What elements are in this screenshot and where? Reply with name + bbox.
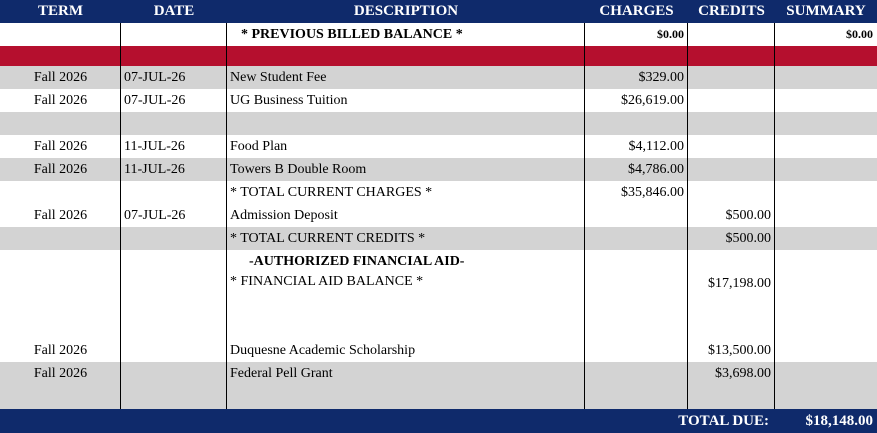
financial-aid-balance-label: * FINANCIAL AID BALANCE * xyxy=(230,274,424,289)
row-description: Duquesne Academic Scholarship xyxy=(230,343,416,358)
row-credit: $13,500.00 xyxy=(708,343,771,358)
previous-balance-row xyxy=(0,23,877,46)
row-date: 07-JUL-26 xyxy=(124,208,186,223)
row-description: Admission Deposit xyxy=(230,208,338,223)
row-description: Food Plan xyxy=(230,139,288,154)
header-charges: CHARGES xyxy=(599,3,674,19)
total-due-label: TOTAL DUE: xyxy=(678,413,769,429)
spacer-row xyxy=(0,112,877,135)
row-charge: $329.00 xyxy=(638,70,684,85)
header-summary: SUMMARY xyxy=(786,3,866,19)
table-row xyxy=(0,135,877,158)
total-due-bar xyxy=(0,409,877,433)
row-date: 11-JUL-26 xyxy=(124,139,185,154)
row-charge: $4,786.00 xyxy=(628,162,684,177)
table-row xyxy=(0,362,877,409)
column-divider xyxy=(584,23,585,409)
row-date: 07-JUL-26 xyxy=(124,70,186,85)
row-term: Fall 2026 xyxy=(33,93,88,108)
financial-aid-heading: -AUTHORIZED FINANCIAL AID- xyxy=(249,254,465,269)
row-term: Fall 2026 xyxy=(33,162,88,177)
total-credits-row xyxy=(0,227,877,250)
column-divider xyxy=(120,23,121,409)
financial-aid-balance-amount: $17,198.00 xyxy=(708,276,771,291)
column-divider xyxy=(774,23,775,409)
column-divider xyxy=(687,23,688,409)
row-term: Fall 2026 xyxy=(33,343,88,358)
previous-balance-charges: $0.00 xyxy=(657,27,684,41)
row-term: Fall 2026 xyxy=(33,70,88,85)
total-charges-row xyxy=(0,181,877,204)
row-description: New Student Fee xyxy=(230,70,327,85)
header-credits: CREDITS xyxy=(698,3,765,19)
financial-aid-block xyxy=(0,250,877,342)
table-row xyxy=(0,158,877,181)
row-date: 07-JUL-26 xyxy=(124,93,186,108)
column-divider xyxy=(226,23,227,409)
previous-balance-label: * PREVIOUS BILLED BALANCE * xyxy=(241,27,463,42)
total-charges-amount: $35,846.00 xyxy=(621,185,684,200)
row-term: Fall 2026 xyxy=(33,208,88,223)
row-charge: $4,112.00 xyxy=(628,139,684,154)
table-row xyxy=(0,339,877,362)
section-divider xyxy=(0,46,877,66)
total-credits-label: * TOTAL CURRENT CREDITS * xyxy=(230,231,426,246)
row-description: Federal Pell Grant xyxy=(230,366,333,381)
row-credit: $3,698.00 xyxy=(715,366,771,381)
header-date: DATE xyxy=(153,3,195,19)
total-charges-label: * TOTAL CURRENT CHARGES * xyxy=(230,185,433,200)
row-credit: $500.00 xyxy=(725,208,771,223)
header-term: TERM xyxy=(38,3,83,19)
table-row xyxy=(0,66,877,89)
row-description: Towers B Double Room xyxy=(230,162,367,177)
row-date: 11-JUL-26 xyxy=(124,162,185,177)
table-row xyxy=(0,204,877,227)
total-due-amount: $18,148.00 xyxy=(805,413,873,429)
table-row xyxy=(0,89,877,112)
row-description: UG Business Tuition xyxy=(230,93,348,108)
row-term: Fall 2026 xyxy=(33,366,88,381)
row-charge: $26,619.00 xyxy=(621,93,684,108)
table-header xyxy=(0,0,877,23)
header-description: DESCRIPTION xyxy=(353,3,459,19)
previous-balance-summary: $0.00 xyxy=(846,27,873,41)
row-term: Fall 2026 xyxy=(33,139,88,154)
total-credits-amount: $500.00 xyxy=(725,231,771,246)
